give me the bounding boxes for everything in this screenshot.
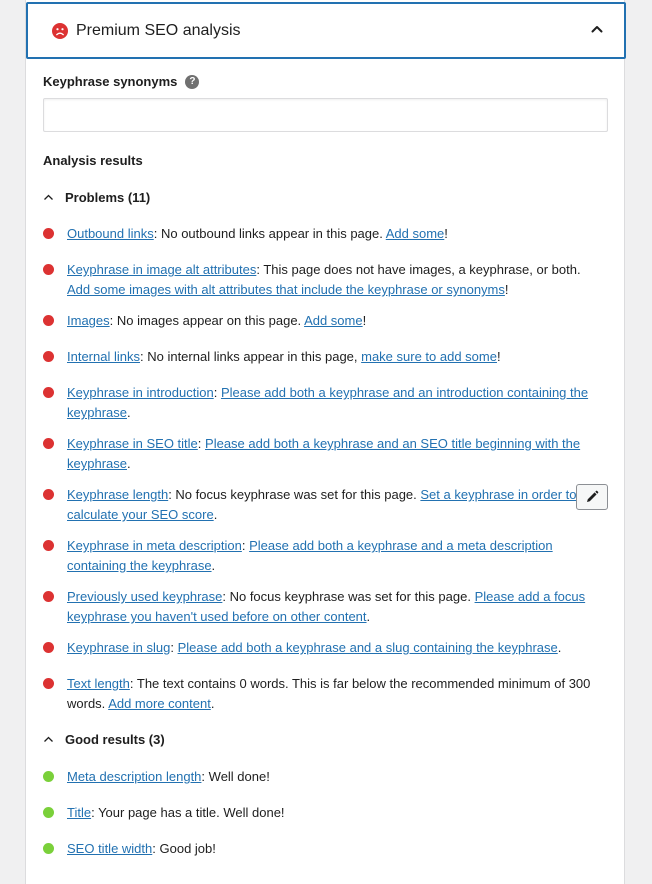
synonyms-label-row — [43, 74, 199, 89]
result-text — [67, 536, 597, 576]
good-bullet-icon — [43, 807, 54, 818]
result-title-link[interactable]: SEO title width — [67, 841, 153, 856]
result-title-link[interactable]: Images — [67, 313, 110, 328]
result-action-link[interactable]: Add more content — [108, 696, 211, 711]
result-message: Well done! — [208, 769, 270, 784]
result-item — [43, 485, 608, 525]
result-end: . — [366, 609, 371, 624]
chevron-up-icon — [43, 734, 54, 745]
result-message: No focus keyphrase was set for this page. — [229, 589, 475, 604]
result-separator: : — [91, 805, 99, 820]
problem-bullet-icon — [43, 315, 54, 326]
problem-bullet-icon — [43, 351, 54, 362]
problem-bullet-icon — [43, 264, 54, 275]
problem-bullet-icon — [43, 591, 54, 602]
result-separator: : — [129, 676, 137, 691]
result-text — [67, 434, 597, 474]
result-message: No internal links appear in this page, — [147, 349, 362, 364]
result-end: . — [211, 558, 216, 573]
result-text — [67, 224, 597, 244]
result-item — [43, 767, 608, 787]
result-text — [67, 767, 597, 787]
result-text — [67, 803, 597, 823]
result-end: ! — [496, 349, 501, 364]
problem-bullet-icon — [43, 642, 54, 653]
result-message: No outbound links appear in this page. — [160, 226, 386, 241]
problem-bullet-icon — [43, 489, 54, 500]
problem-bullet-icon — [43, 438, 54, 449]
result-end: ! — [504, 282, 509, 297]
result-message: Your page has a title. Well done! — [98, 805, 285, 820]
sad-face-icon — [52, 23, 68, 39]
result-item — [43, 839, 608, 859]
result-action-link[interactable]: Please add a focus keyphrase you haven't used before on other content — [67, 589, 586, 624]
result-separator: : — [153, 226, 161, 241]
good-bullet-icon — [43, 771, 54, 782]
result-separator: : — [197, 436, 206, 451]
problems-label: Problems (11) — [65, 190, 151, 205]
result-item — [43, 638, 608, 658]
result-separator: : — [152, 841, 160, 856]
result-text — [67, 638, 597, 658]
result-text — [67, 260, 597, 300]
premium-seo-analysis-toggle[interactable] — [26, 2, 626, 59]
help-icon[interactable]: ? — [185, 75, 199, 89]
good-bullet-icon — [43, 843, 54, 854]
good-results-toggle[interactable] — [43, 732, 165, 747]
result-title-link[interactable]: Keyphrase in image alt attributes — [67, 262, 257, 277]
result-text — [67, 311, 597, 331]
result-item — [43, 674, 608, 714]
keyphrase-synonyms-input[interactable] — [43, 98, 608, 132]
pencil-icon — [584, 489, 600, 505]
result-item — [43, 260, 608, 300]
problem-bullet-icon — [43, 540, 54, 551]
result-title-link[interactable]: Outbound links — [67, 226, 154, 241]
panel-title: Premium SEO analysis — [76, 21, 241, 39]
result-text — [67, 587, 597, 627]
result-text — [67, 839, 597, 859]
problem-bullet-icon — [43, 228, 54, 239]
result-message: No images appear on this page. — [116, 313, 305, 328]
result-action-link[interactable]: Set a keyphrase in order to calculate your SEO score — [67, 487, 577, 522]
result-end: ! — [362, 313, 367, 328]
result-action-link[interactable]: Add some — [304, 313, 363, 328]
result-separator: : — [222, 589, 230, 604]
result-text — [67, 383, 597, 423]
result-title-link[interactable]: Meta description length — [67, 769, 202, 784]
result-action-link[interactable]: Add some images with alt attributes that include the keyphrase or synonyms — [67, 282, 505, 297]
problem-bullet-icon — [43, 387, 54, 398]
result-message: This page does not have images, a keyphrase, or both. — [263, 262, 581, 277]
result-separator: : — [168, 487, 176, 502]
problems-toggle[interactable] — [43, 190, 150, 205]
result-text — [67, 674, 597, 714]
result-action-link[interactable]: Add some — [385, 226, 445, 241]
result-separator: : — [139, 349, 148, 364]
result-item — [43, 383, 608, 423]
result-item — [43, 803, 608, 823]
result-title-link[interactable]: Text length — [67, 676, 130, 691]
result-item — [43, 536, 608, 576]
result-separator: : — [170, 640, 178, 655]
result-item — [43, 224, 608, 244]
result-title-link[interactable]: Previously used keyphrase — [67, 589, 223, 604]
edit-keyphrase-button[interactable] — [576, 484, 608, 510]
result-end: . — [213, 507, 218, 522]
result-title-link[interactable]: Keyphrase in introduction — [67, 385, 214, 400]
result-end: . — [126, 405, 131, 420]
chevron-up-icon — [43, 192, 54, 203]
good-results-label: Good results (3) — [65, 732, 165, 747]
result-separator: : — [109, 313, 117, 328]
result-message: No focus keyphrase was set for this page. — [175, 487, 421, 502]
result-end: . — [126, 456, 131, 471]
result-action-link[interactable]: Please add both a keyphrase and an SEO title beginning with the keyphrase — [67, 436, 581, 471]
result-title-link[interactable]: Keyphrase in meta description — [67, 538, 242, 553]
result-text — [67, 347, 597, 367]
result-separator: : — [213, 385, 221, 400]
result-separator: : — [241, 538, 250, 553]
result-title-link[interactable]: Keyphrase in SEO title — [67, 436, 198, 451]
analysis-results-heading: Analysis results — [43, 153, 143, 168]
result-separator: : — [256, 262, 264, 277]
result-title-link[interactable]: Internal links — [67, 349, 140, 364]
result-item — [43, 434, 608, 474]
result-action-link[interactable]: Please add both a keyphrase and a slug containing the keyphrase — [177, 640, 558, 655]
result-end: . — [210, 696, 215, 711]
result-title-link[interactable]: Keyphrase in slug — [67, 640, 171, 655]
result-message: The text contains 0 words. This is far below the recommended minimum of 300 words. — [67, 676, 591, 711]
result-message: Good job! — [159, 841, 216, 856]
result-item — [43, 347, 608, 367]
keyphrase-synonyms-label: Keyphrase synonyms — [43, 74, 178, 89]
result-action-link[interactable]: make sure to add some — [361, 349, 497, 364]
result-end: ! — [444, 226, 448, 241]
result-action-link[interactable]: Please add both a keyphrase and an introduction containing the keyphrase — [67, 385, 589, 420]
result-item — [43, 587, 608, 627]
problem-bullet-icon — [43, 678, 54, 689]
result-action-link[interactable]: Please add both a keyphrase and a meta description containing the keyphrase — [67, 538, 553, 573]
result-text — [67, 485, 597, 525]
result-item — [43, 311, 608, 331]
result-separator: : — [201, 769, 209, 784]
result-end: . — [557, 640, 562, 655]
result-title-link[interactable]: Keyphrase length — [67, 487, 169, 502]
seo-analysis-panel — [25, 0, 625, 884]
result-title-link[interactable]: Title — [67, 805, 92, 820]
chevron-up-icon — [590, 22, 604, 39]
